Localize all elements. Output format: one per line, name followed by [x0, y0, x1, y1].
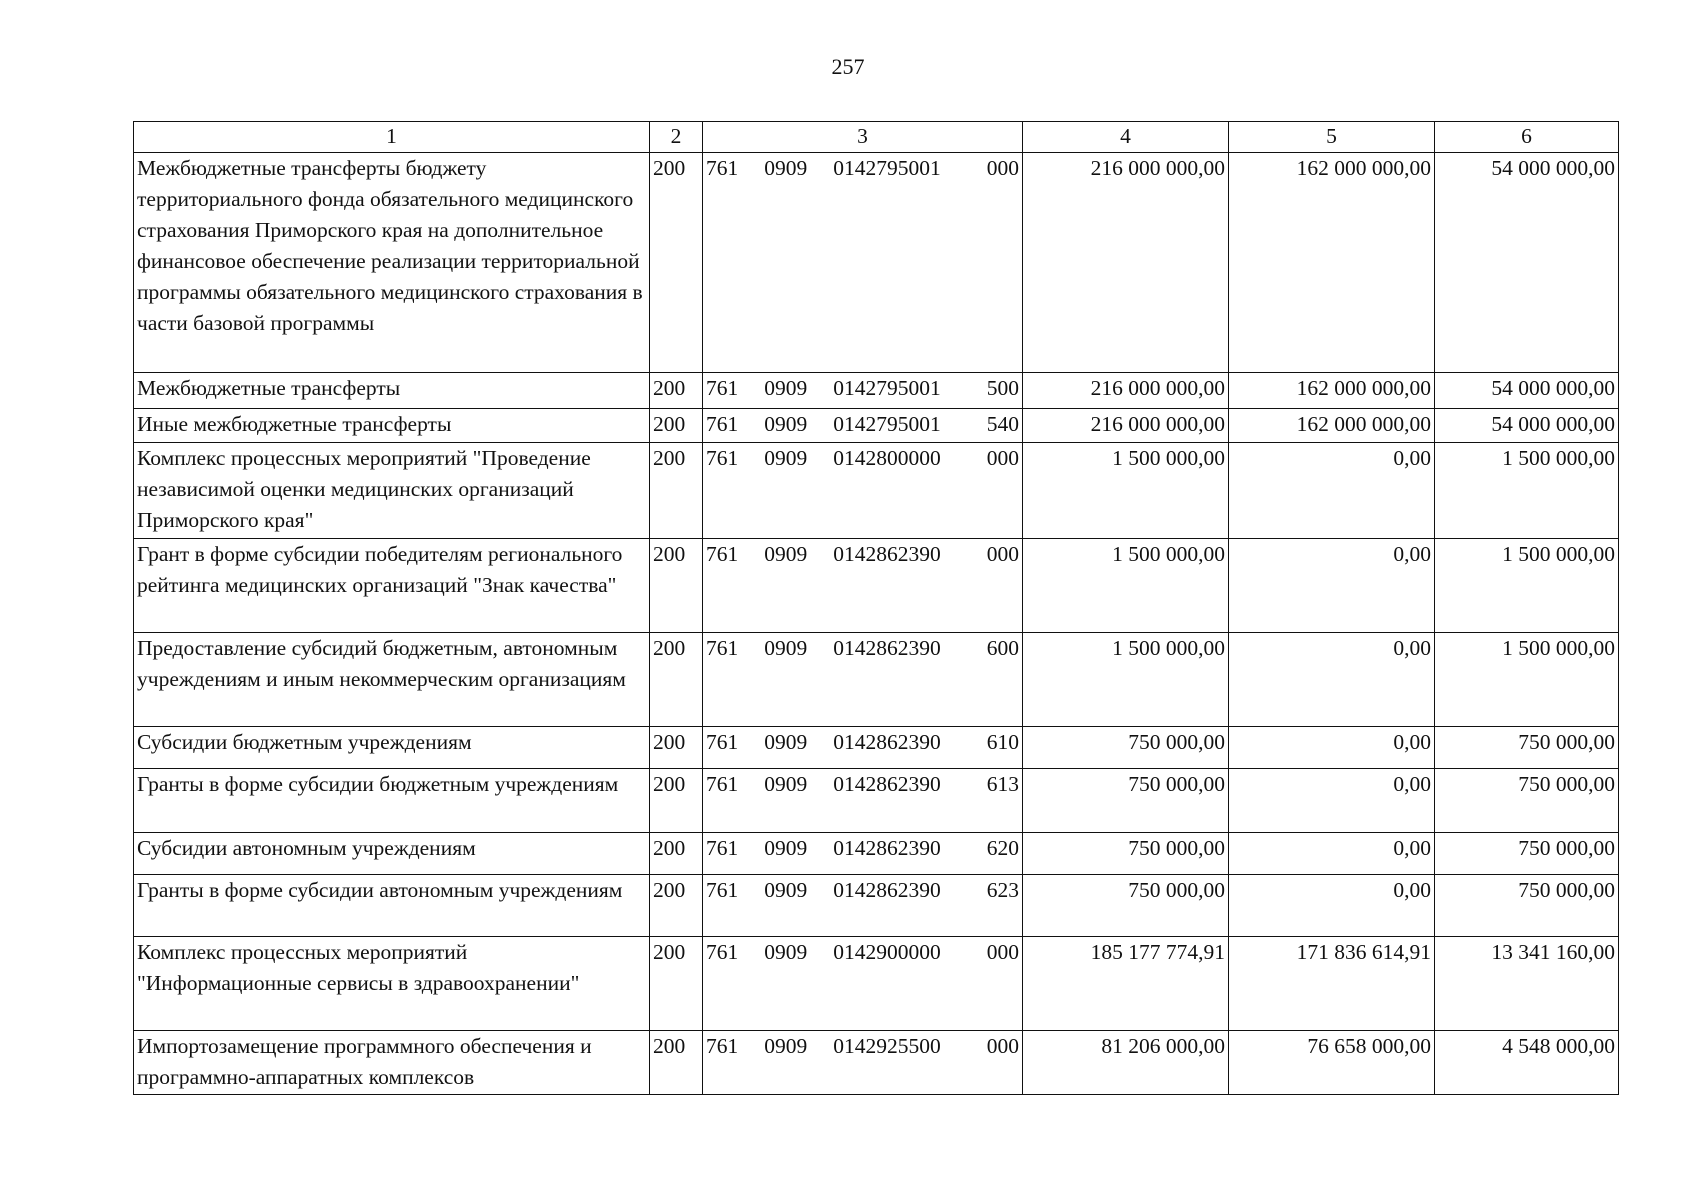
- row-budget-code: [703, 153, 1023, 373]
- header-col-1: 1: [134, 122, 650, 153]
- row-amount-col-5: 162 000 000,00: [1229, 409, 1435, 443]
- code-segment-2: 0909: [764, 940, 808, 964]
- table-row: [134, 1031, 1619, 1095]
- budget-code-segments: [706, 769, 1019, 800]
- row-amount-col-6: 750 000,00: [1435, 875, 1619, 937]
- code-segment-1: 761: [706, 878, 739, 902]
- row-budget-code: [703, 937, 1023, 1031]
- row-col-2: 200: [650, 833, 703, 875]
- row-col-2: 200: [650, 769, 703, 833]
- code-segment-4: 000: [986, 446, 1019, 470]
- header-row: [134, 122, 1619, 153]
- header-col-3: 3: [703, 122, 1023, 153]
- row-amount-col-5: 76 658 000,00: [1229, 1031, 1435, 1095]
- row-amount-col-6: 750 000,00: [1435, 727, 1619, 769]
- code-segment-1: 761: [706, 636, 739, 660]
- code-segment-2: 0909: [764, 636, 808, 660]
- code-segment-4: 623: [986, 878, 1019, 902]
- row-amount-col-5: 171 836 614,91: [1229, 937, 1435, 1031]
- row-amount-col-4: 81 206 000,00: [1023, 1031, 1229, 1095]
- code-segment-3: 0142862390: [833, 878, 941, 902]
- code-segment-4: 610: [986, 730, 1019, 754]
- row-description: Комплекс процессных мероприятий "Проведение независимой оценки медицинских организаций Приморского края": [134, 443, 650, 539]
- row-amount-col-4: 750 000,00: [1023, 833, 1229, 875]
- row-amount-col-5: 0,00: [1229, 875, 1435, 937]
- code-segment-1: 761: [706, 542, 739, 566]
- row-amount-col-5: 0,00: [1229, 443, 1435, 539]
- code-segment-3: 0142795001: [833, 412, 941, 436]
- row-amount-col-6: 750 000,00: [1435, 769, 1619, 833]
- code-segment-3: 0142862390: [833, 836, 941, 860]
- code-segment-1: 761: [706, 1034, 739, 1058]
- budget-code-segments: [706, 539, 1019, 570]
- header-col-2: 2: [650, 122, 703, 153]
- row-amount-col-4: 750 000,00: [1023, 727, 1229, 769]
- code-segment-2: 0909: [764, 542, 808, 566]
- code-segment-2: 0909: [764, 446, 808, 470]
- row-description: Гранты в форме субсидии автономным учреждениям: [134, 875, 650, 937]
- row-col-2: 200: [650, 875, 703, 937]
- code-segment-1: 761: [706, 376, 739, 400]
- header-col-4: 4: [1023, 122, 1229, 153]
- budget-code-segments: [706, 373, 1019, 404]
- row-amount-col-5: 0,00: [1229, 633, 1435, 727]
- row-amount-col-6: 1 500 000,00: [1435, 633, 1619, 727]
- code-segment-2: 0909: [764, 730, 808, 754]
- table-row: [134, 769, 1619, 833]
- table-row: [134, 539, 1619, 633]
- row-amount-col-6: 54 000 000,00: [1435, 409, 1619, 443]
- row-description: Межбюджетные трансферты бюджету территориального фонда обязательного медицинского страхования Приморского края на дополнительное финансовое обеспечение реализации территориальной программы обязательного медицинского страхования в части базовой программы: [134, 153, 650, 373]
- row-amount-col-6: 4 548 000,00: [1435, 1031, 1619, 1095]
- budget-code-segments: [706, 153, 1019, 184]
- row-budget-code: [703, 409, 1023, 443]
- code-segment-1: 761: [706, 772, 739, 796]
- row-amount-col-5: 0,00: [1229, 833, 1435, 875]
- code-segment-1: 761: [706, 836, 739, 860]
- table-body: [134, 153, 1619, 1095]
- code-segment-4: 000: [986, 940, 1019, 964]
- row-description: Гранты в форме субсидии бюджетным учреждениям: [134, 769, 650, 833]
- row-description: Предоставление субсидий бюджетным, автономным учреждениям и иным некоммерческим организациям: [134, 633, 650, 727]
- header-col-6: 6: [1435, 122, 1619, 153]
- row-col-2: 200: [650, 937, 703, 1031]
- row-col-2: 200: [650, 373, 703, 409]
- row-amount-col-5: 162 000 000,00: [1229, 373, 1435, 409]
- row-amount-col-6: 750 000,00: [1435, 833, 1619, 875]
- row-amount-col-4: 216 000 000,00: [1023, 373, 1229, 409]
- budget-table: [133, 121, 1619, 1095]
- row-description: Иные межбюджетные трансферты: [134, 409, 650, 443]
- code-segment-3: 0142900000: [833, 940, 941, 964]
- row-budget-code: [703, 875, 1023, 937]
- row-col-2: 200: [650, 1031, 703, 1095]
- row-budget-code: [703, 1031, 1023, 1095]
- code-segment-4: 000: [986, 1034, 1019, 1058]
- row-amount-col-5: 0,00: [1229, 727, 1435, 769]
- row-amount-col-4: 1 500 000,00: [1023, 443, 1229, 539]
- row-amount-col-5: 0,00: [1229, 769, 1435, 833]
- row-description: Импортозамещение программного обеспечения и программно-аппаратных комплексов: [134, 1031, 650, 1095]
- row-description: Субсидии бюджетным учреждениям: [134, 727, 650, 769]
- code-segment-2: 0909: [764, 1034, 808, 1058]
- budget-code-segments: [706, 633, 1019, 664]
- code-segment-4: 620: [986, 836, 1019, 860]
- row-col-2: 200: [650, 727, 703, 769]
- row-amount-col-6: 54 000 000,00: [1435, 153, 1619, 373]
- row-col-2: 200: [650, 633, 703, 727]
- code-segment-2: 0909: [764, 878, 808, 902]
- code-segment-4: 613: [986, 772, 1019, 796]
- row-budget-code: [703, 539, 1023, 633]
- code-segment-2: 0909: [764, 836, 808, 860]
- code-segment-1: 761: [706, 446, 739, 470]
- row-amount-col-5: 0,00: [1229, 539, 1435, 633]
- row-amount-col-4: 750 000,00: [1023, 875, 1229, 937]
- budget-code-segments: [706, 409, 1019, 440]
- row-amount-col-4: 750 000,00: [1023, 769, 1229, 833]
- code-segment-3: 0142800000: [833, 446, 941, 470]
- table-row: [134, 409, 1619, 443]
- code-segment-4: 500: [986, 376, 1019, 400]
- row-amount-col-6: 54 000 000,00: [1435, 373, 1619, 409]
- row-description: Комплекс процессных мероприятий "Информационные сервисы в здравоохранении": [134, 937, 650, 1031]
- budget-code-segments: [706, 875, 1019, 906]
- code-segment-3: 0142862390: [833, 730, 941, 754]
- row-amount-col-6: 13 341 160,00: [1435, 937, 1619, 1031]
- code-segment-4: 540: [986, 412, 1019, 436]
- row-col-2: 200: [650, 153, 703, 373]
- row-amount-col-4: 1 500 000,00: [1023, 539, 1229, 633]
- row-amount-col-6: 1 500 000,00: [1435, 443, 1619, 539]
- table-row: [134, 875, 1619, 937]
- row-amount-col-6: 1 500 000,00: [1435, 539, 1619, 633]
- row-amount-col-4: 216 000 000,00: [1023, 153, 1229, 373]
- row-budget-code: [703, 769, 1023, 833]
- code-segment-3: 0142795001: [833, 376, 941, 400]
- code-segment-1: 761: [706, 156, 739, 180]
- row-budget-code: [703, 727, 1023, 769]
- row-amount-col-4: 1 500 000,00: [1023, 633, 1229, 727]
- row-col-2: 200: [650, 443, 703, 539]
- budget-code-segments: [706, 727, 1019, 758]
- row-budget-code: [703, 633, 1023, 727]
- table-row: [134, 727, 1619, 769]
- table-row: [134, 633, 1619, 727]
- code-segment-4: 000: [986, 542, 1019, 566]
- table-row: [134, 833, 1619, 875]
- code-segment-2: 0909: [764, 772, 808, 796]
- code-segment-4: 600: [986, 636, 1019, 660]
- budget-code-segments: [706, 833, 1019, 864]
- budget-code-segments: [706, 937, 1019, 968]
- row-budget-code: [703, 373, 1023, 409]
- code-segment-3: 0142862390: [833, 636, 941, 660]
- code-segment-3: 0142925500: [833, 1034, 941, 1058]
- code-segment-2: 0909: [764, 156, 808, 180]
- header-col-5: 5: [1229, 122, 1435, 153]
- table-row: [134, 373, 1619, 409]
- budget-code-segments: [706, 1031, 1019, 1062]
- code-segment-2: 0909: [764, 412, 808, 436]
- row-amount-col-4: 216 000 000,00: [1023, 409, 1229, 443]
- row-col-2: 200: [650, 409, 703, 443]
- table-row: [134, 443, 1619, 539]
- code-segment-3: 0142795001: [833, 156, 941, 180]
- row-description: Грант в форме субсидии победителям регионального рейтинга медицинских организаций "Знак качества": [134, 539, 650, 633]
- table-row: [134, 937, 1619, 1031]
- code-segment-1: 761: [706, 730, 739, 754]
- row-amount-col-4: 185 177 774,91: [1023, 937, 1229, 1031]
- code-segment-3: 0142862390: [833, 772, 941, 796]
- row-description: Межбюджетные трансферты: [134, 373, 650, 409]
- code-segment-2: 0909: [764, 376, 808, 400]
- code-segment-1: 761: [706, 412, 739, 436]
- code-segment-1: 761: [706, 940, 739, 964]
- code-segment-4: 000: [986, 156, 1019, 180]
- row-budget-code: [703, 833, 1023, 875]
- row-budget-code: [703, 443, 1023, 539]
- budget-code-segments: [706, 443, 1019, 474]
- page-number: 257: [831, 54, 865, 79]
- row-col-2: 200: [650, 539, 703, 633]
- table-row: [134, 153, 1619, 373]
- row-description: Субсидии автономным учреждениям: [134, 833, 650, 875]
- code-segment-3: 0142862390: [833, 542, 941, 566]
- row-amount-col-5: 162 000 000,00: [1229, 153, 1435, 373]
